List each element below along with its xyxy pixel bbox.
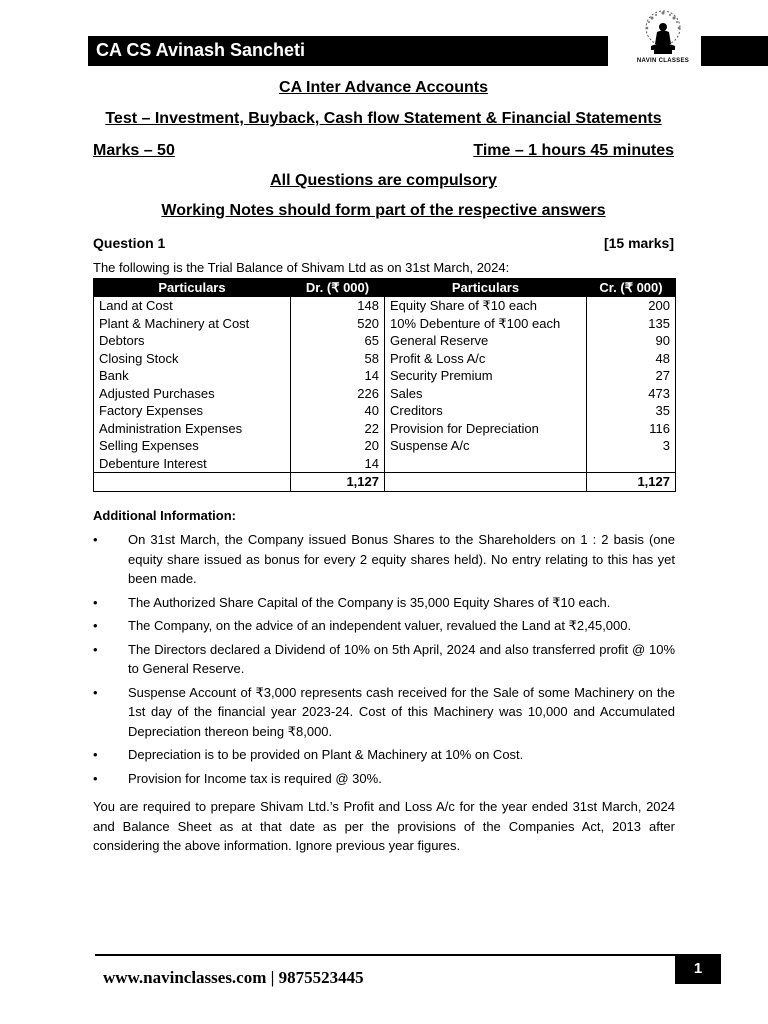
table-cell: Provision for Depreciation <box>385 420 587 438</box>
trial-balance-table <box>93 278 676 492</box>
table-cell: Security Premium <box>385 367 587 385</box>
table-cell: Closing Stock <box>94 350 291 368</box>
question-title: Question 1 <box>93 235 166 251</box>
table-total-cell <box>385 473 587 492</box>
table-cell: Bank <box>94 367 291 385</box>
table-cell: 65 <box>291 332 385 350</box>
working-notes-note: Working Notes should form part of the respective answers <box>161 202 606 219</box>
table-cell: Profit & Loss A/c <box>385 350 587 368</box>
table-cell: 90 <box>587 332 676 350</box>
table-cell: 20 <box>291 437 385 455</box>
list-item <box>93 640 675 679</box>
table-cell: 148 <box>291 297 385 315</box>
additional-info-list <box>93 530 675 792</box>
bullet-icon: • <box>93 684 98 700</box>
table-total-cell: 1,127 <box>587 473 676 492</box>
header-bar-right <box>701 36 768 66</box>
list-item <box>93 769 675 789</box>
table-cell: Creditors <box>385 402 587 420</box>
table-row <box>94 367 676 385</box>
table-row <box>94 385 676 403</box>
logo-text: NAVIN CLASSES <box>636 58 690 64</box>
list-item-text: Suspense Account of ₹3,000 represents cash received for the Sale of some Machinery on the 1st day of the financial year 2023-24. Cost of this Machinery was 10,000 and Accumulated Depreciation thereon being ₹8,000. <box>128 684 675 739</box>
table-cell: 14 <box>291 455 385 473</box>
table-cell: 27 <box>587 367 676 385</box>
table-cell: 135 <box>587 315 676 333</box>
bullet-icon: • <box>93 747 98 762</box>
header-bar <box>88 36 608 66</box>
table-cell: Suspense A/c <box>385 437 587 455</box>
list-item-text: The Directors declared a Dividend of 10% on 5th April, 2024 and also transferred profit @ 10% to General Reserve. <box>128 641 675 676</box>
bullet-icon: • <box>93 532 98 547</box>
table-cell: Debtors <box>94 332 291 350</box>
table-header-row <box>94 279 676 297</box>
table-row <box>94 350 676 368</box>
test-title: Test – Investment, Buyback, Cash flow Statement & Financial Statements <box>105 110 662 127</box>
table-row <box>94 420 676 438</box>
table-cell: 22 <box>291 420 385 438</box>
table-row <box>94 332 676 350</box>
table-cell: Factory Expenses <box>94 402 291 420</box>
table-row <box>94 315 676 333</box>
col-header-particulars-cr: Particulars <box>385 279 587 297</box>
col-header-particulars-dr: Particulars <box>94 279 291 297</box>
bullet-icon: • <box>93 641 98 657</box>
table-cell <box>587 455 676 473</box>
table-cell: Administration Expenses <box>94 420 291 438</box>
list-item-text: The Authorized Share Capital of the Company is 35,000 Equity Shares of ₹10 each. <box>128 594 611 610</box>
table-cell: Plant & Machinery at Cost <box>94 315 291 333</box>
table-total-cell: 1,127 <box>291 473 385 492</box>
additional-info-heading: Additional Information: <box>93 508 236 523</box>
course-title: CA Inter Advance Accounts <box>279 79 488 96</box>
table-cell: 40 <box>291 402 385 420</box>
list-item <box>93 616 675 636</box>
table-cell: Sales <box>385 385 587 403</box>
table-row <box>94 297 676 315</box>
table-cell <box>385 455 587 473</box>
bullet-icon: • <box>93 618 98 633</box>
marks-label: Marks – 50 <box>93 142 175 159</box>
question-marks: [15 marks] <box>603 235 674 251</box>
bullet-icon: • <box>93 770 98 786</box>
compulsory-note: All Questions are compulsory <box>270 172 497 189</box>
table-cell: Land at Cost <box>94 297 291 315</box>
table-cell: Equity Share of ₹10 each <box>385 297 587 315</box>
table-total-row <box>94 473 676 492</box>
table-cell: 473 <box>587 385 676 403</box>
list-item <box>93 683 675 742</box>
footer-contact: www.navinclasses.com | 9875523445 <box>103 968 364 987</box>
table-row <box>94 455 676 473</box>
footer-rule <box>95 954 675 956</box>
table-cell: 200 <box>587 297 676 315</box>
list-item <box>93 593 675 613</box>
bullet-icon: • <box>93 594 98 610</box>
table-cell: 14 <box>291 367 385 385</box>
list-item-text: The Company, on the advice of an independent valuer, revalued the Land at ₹2,45,000. <box>128 618 632 633</box>
table-cell: 35 <box>587 402 676 420</box>
page-number: 1 <box>675 954 721 984</box>
table-cell: General Reserve <box>385 332 587 350</box>
table-cell: 10% Debenture of ₹100 each <box>385 315 587 333</box>
table-cell: Debenture Interest <box>94 455 291 473</box>
table-cell: 3 <box>587 437 676 455</box>
table-cell: 58 <box>291 350 385 368</box>
table-row <box>94 402 676 420</box>
list-item-text: On 31st March, the Company issued Bonus Shares to the Shareholders on 1 : 2 basis (one equity share issued as bonus for every 2 equity shares held). No entry relating to this has yet been made. <box>128 532 675 586</box>
list-item <box>93 745 675 765</box>
header-title: CA CS Avinash Sancheti <box>96 40 306 60</box>
table-cell: Adjusted Purchases <box>94 385 291 403</box>
list-item <box>93 530 675 589</box>
table-total-cell <box>94 473 291 492</box>
table-row <box>94 437 676 455</box>
list-item-text: Depreciation is to be provided on Plant & Machinery at 10% on Cost. <box>128 747 524 762</box>
time-label: Time – 1 hours 45 minutes <box>473 142 674 159</box>
table-cell: 520 <box>291 315 385 333</box>
list-item-text: Provision for Income tax is required @ 30%. <box>128 770 382 786</box>
question-intro: The following is the Trial Balance of Shivam Ltd as on 31st March, 2024: <box>93 260 510 275</box>
table-cell: Selling Expenses <box>94 437 291 455</box>
question-heading <box>93 235 674 251</box>
col-header-dr: Dr. (₹ 000) <box>291 279 385 297</box>
col-header-cr: Cr. (₹ 000) <box>587 279 676 297</box>
table-cell: 116 <box>587 420 676 438</box>
question-instruction: You are required to prepare Shivam Ltd.’s Profit and Loss A/c for the year ended 31st March, 2024 and Balance Sheet as at that date as per the provisions of the Companies Act, 2013 after considering the above information. Ignore previous year figures. <box>93 799 675 853</box>
table-cell: 48 <box>587 350 676 368</box>
table-cell: 226 <box>291 385 385 403</box>
